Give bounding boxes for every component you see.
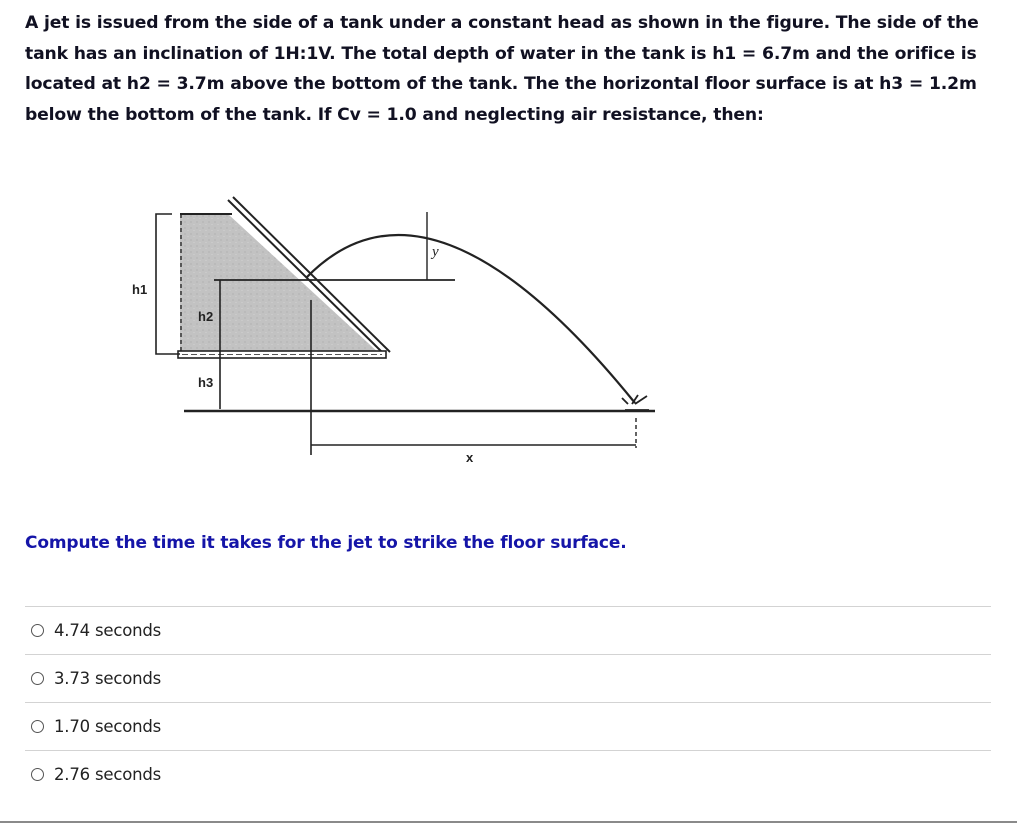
h1-label: h1 — [132, 282, 148, 297]
answer-label: 4.74 seconds — [54, 621, 162, 640]
radio-button[interactable] — [31, 672, 44, 685]
tank-diagram — [100, 190, 670, 470]
answer-option[interactable] — [25, 606, 991, 654]
water-body — [180, 214, 380, 354]
y-label: y — [432, 244, 439, 260]
question-prompt: Compute the time it takes for the jet to strike the floor surface. — [25, 533, 627, 553]
radio-button[interactable] — [31, 720, 44, 733]
h2-label: h2 — [198, 309, 214, 324]
answer-label: 2.76 seconds — [54, 765, 162, 784]
question-text: A jet is issued from the side of a tank under a constant head as shown in the figure. The side of the tank has an inclination of 1H:1V. The total depth of water in the tank is h1 = 6.7m and the orifice is located at h2 = 3.7m above the bottom of the tank. The the horizontal floor surface is at h3 = 1.2m below the bottom of the tank. If Cv = 1.0 and neglecting air resistance, then: — [25, 13, 979, 125]
tank-jet-figure — [100, 190, 670, 470]
answer-option[interactable] — [25, 702, 991, 750]
h3-label: h3 — [198, 375, 214, 390]
answer-option[interactable] — [25, 750, 991, 798]
x-label: x — [466, 450, 474, 465]
answer-option[interactable] — [25, 654, 991, 702]
radio-button[interactable] — [31, 624, 44, 637]
answer-label: 3.73 seconds — [54, 669, 162, 688]
answer-label: 1.70 seconds — [54, 717, 162, 736]
answer-list — [25, 606, 991, 798]
radio-button[interactable] — [31, 768, 44, 781]
divider — [0, 821, 1017, 823]
